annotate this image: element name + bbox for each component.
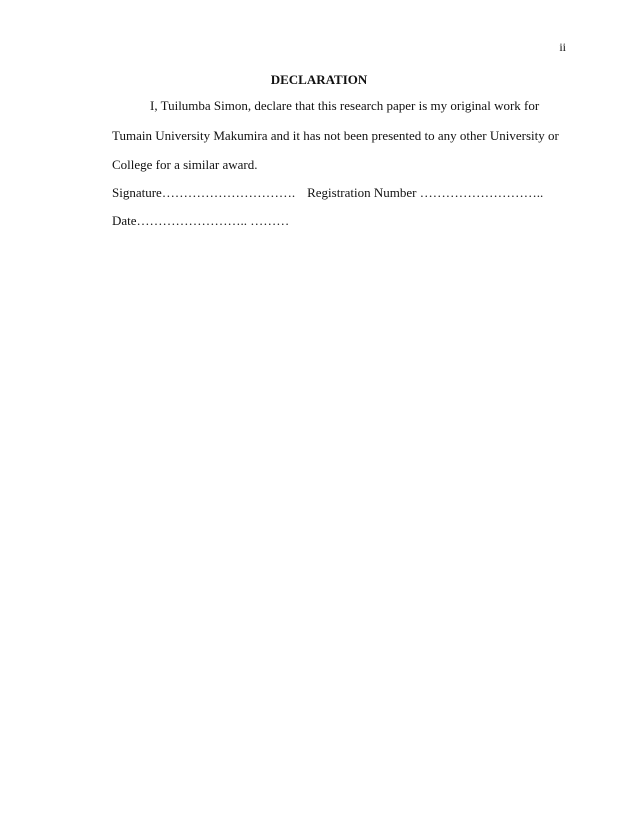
registration-number-field: Registration Number ……………………….. bbox=[307, 185, 544, 200]
date-field: Date…………………….. ……… bbox=[112, 213, 290, 228]
declaration-line-3: College for a similar award. bbox=[112, 157, 258, 172]
page-number: ii bbox=[559, 40, 566, 54]
signature-field: Signature…………………………. bbox=[112, 185, 296, 200]
page-title: DECLARATION bbox=[270, 72, 368, 87]
signature-row bbox=[112, 185, 543, 201]
declaration-line-1: I, Tuilumba Simon, declare that this research paper is my original work for bbox=[150, 98, 540, 113]
declaration-line-2: Tumain University Makumira and it has not been presented to any other University or bbox=[112, 128, 559, 143]
